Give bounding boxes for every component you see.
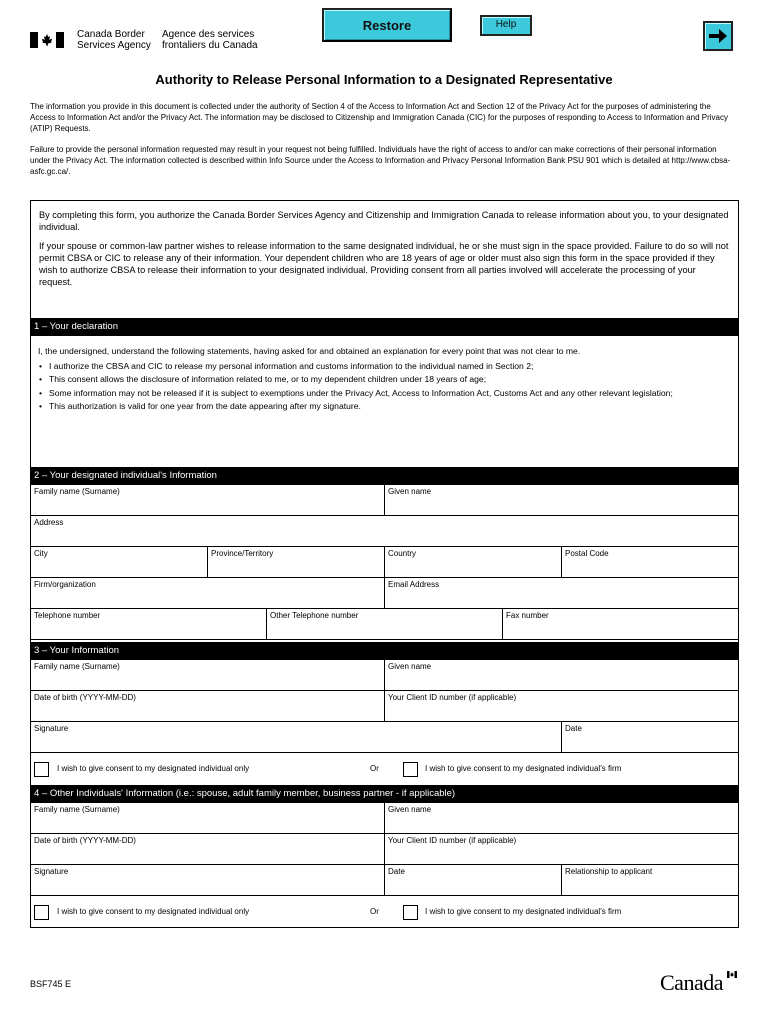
consent-paragraph-2: If your spouse or common-law partner wishes to release information to the same designated individual, he or she must sign in the space provided. Failure to do so will not permit CBSA or CIC to release any of their information. Your dependent children who are 18 years of age or older must also sign this form in the space provided if they wish to authorize CBSA to release their information to your designated individual. Providing consent from all parties involved will accelerate the processing of your request.	[39, 241, 729, 287]
s2-given-name-field[interactable]: Given name	[384, 485, 738, 516]
s2-fax-field[interactable]: Fax number	[502, 609, 738, 640]
list-item: • I authorize the CBSA and CIC to release my personal information and customs information to the individual named in Section 2;	[38, 361, 733, 373]
s2-country-field[interactable]: Country	[384, 547, 561, 578]
agency-fr-line1: Agence des services	[162, 29, 255, 40]
s3-dob-field[interactable]: Date of birth (YYYY-MM-DD)	[34, 693, 136, 702]
list-item: • This authorization is valid for one year from the date appearing after my signature.	[38, 401, 733, 413]
s4-client-id-field[interactable]: Your Client ID number (if applicable)	[384, 834, 738, 865]
s2-other-telephone-field[interactable]: Other Telephone number	[266, 609, 502, 640]
agency-en-line1: Canada Border	[77, 29, 145, 40]
s3-consent-individual-label: I wish to give consent to my designated individual only	[57, 764, 250, 773]
s2-row-city	[31, 547, 738, 578]
s3-row-dob	[31, 691, 738, 722]
s3-signature-field[interactable]: Signature	[34, 724, 69, 733]
s4-family-name-field[interactable]: Family name (Surname)	[34, 805, 120, 814]
s2-row-phone	[31, 609, 738, 640]
s2-row-name	[31, 485, 738, 516]
declaration-intro: I, the undersigned, understand the following statements, having asked for and obtained an explanation for every point that was not clear to me.	[38, 346, 581, 356]
canada-flag-icon	[30, 32, 64, 48]
list-item: • This consent allows the disclosure of information related to me, or to my dependent children under 18 years of age;	[38, 374, 733, 386]
s3-given-name-field[interactable]: Given name	[384, 660, 738, 691]
s4-row-name	[31, 803, 738, 834]
s4-consent-row	[31, 900, 738, 926]
s3-or-label: Or	[370, 764, 379, 773]
s3-consent-firm-checkbox[interactable]	[403, 762, 418, 777]
agency-fr-line2: frontaliers du Canada	[162, 40, 258, 51]
declaration	[38, 346, 733, 415]
s2-postal-code-field[interactable]: Postal Code	[561, 547, 738, 578]
arrow-right-icon	[708, 27, 728, 45]
s2-address-field[interactable]: Address	[34, 518, 64, 527]
s3-consent-row	[31, 757, 738, 783]
section2-heading: 2 – Your designated individual's Information	[31, 467, 738, 485]
s4-consent-individual-label: I wish to give consent to my designated individual only	[57, 907, 250, 916]
next-button[interactable]	[703, 21, 733, 51]
s4-consent-individual-checkbox[interactable]	[34, 905, 49, 920]
s4-consent-firm-label: I wish to give consent to my designated individual's firm	[425, 907, 622, 916]
agency-en-line2: Services Agency	[77, 40, 151, 51]
s4-or-label: Or	[370, 907, 379, 916]
intro-paragraph-1: The information you provide in this document is collected under the authority of Section 4 of the Access to Information Act and Section 12 of the Privacy Act for the purposes of administering the Access to Information Act and/or the Privacy Act. The information may be disclosed to Citizenship and Immigration Canada (CIC) for the purposes of responding to Access to Information and Privacy (ATIP) Requests.	[30, 102, 728, 133]
s2-row-firm	[31, 578, 738, 609]
s2-family-name-field[interactable]: Family name (Surname)	[34, 487, 120, 496]
s3-consent-firm-label: I wish to give consent to my designated individual's firm	[425, 764, 622, 773]
s4-signature-field[interactable]: Signature	[34, 867, 69, 876]
help-button[interactable]: Help	[480, 15, 532, 36]
s4-relationship-field[interactable]: Relationship to applicant	[561, 865, 738, 896]
declaration-list	[38, 361, 733, 413]
s4-given-name-field[interactable]: Given name	[384, 803, 738, 834]
form-box	[30, 200, 739, 928]
s4-dob-field[interactable]: Date of birth (YYYY-MM-DD)	[34, 836, 136, 845]
s2-firm-field[interactable]: Firm/organization	[34, 580, 96, 589]
page-title: Authority to Release Personal Information to a Designated Representative	[155, 72, 613, 87]
s4-date-field[interactable]: Date	[384, 865, 561, 896]
s4-row-signature	[31, 865, 738, 896]
s4-row-dob	[31, 834, 738, 865]
wordmark-flag-icon	[727, 971, 737, 978]
section3-heading: 3 – Your Information	[31, 642, 738, 660]
s2-row-address	[31, 516, 738, 547]
s2-telephone-field[interactable]: Telephone number	[34, 611, 101, 620]
s2-province-field[interactable]: Province/Territory	[207, 547, 384, 578]
consent-explanation	[39, 209, 731, 295]
canada-wordmark: Canada	[660, 970, 723, 995]
form-code: BSF745 E	[30, 979, 72, 989]
intro-paragraph-2: Failure to provide the personal information requested may result in your request not being fulfilled. Individuals have the right of access to and/or can make corrections of their personal information under the Privacy Act. The information collected is described within Info Source under the Access to Information and Privacy Personal Information Bank PSU 901 which is detailed at http://www.cbsa-asfc.gc.ca/.	[30, 145, 731, 176]
agency-name-fr	[162, 29, 258, 51]
s3-consent-individual-checkbox[interactable]	[34, 762, 49, 777]
s3-date-field[interactable]: Date	[561, 722, 738, 753]
s3-row-signature	[31, 722, 738, 753]
list-item: • Some information may not be released if it is subject to exemptions under the Privacy Act, Access to Information Act, Customs Act and any other relevant legislation;	[38, 388, 733, 400]
s4-consent-firm-checkbox[interactable]	[403, 905, 418, 920]
agency-name-en	[77, 29, 151, 51]
s3-client-id-field[interactable]: Your Client ID number (if applicable)	[384, 691, 738, 722]
restore-button[interactable]: Restore	[322, 8, 452, 42]
s3-family-name-field[interactable]: Family name (Surname)	[34, 662, 120, 671]
s3-row-name	[31, 660, 738, 691]
s2-email-field[interactable]: Email Address	[384, 578, 738, 609]
section4-heading: 4 – Other Individuals' Information (i.e.: spouse, adult family member, business partner - if applicable)	[31, 785, 738, 803]
consent-paragraph-1: By completing this form, you authorize the Canada Border Services Agency and Citizenship and Immigration Canada to release information about you, to your designated individual.	[39, 210, 729, 232]
section1-heading: 1 – Your declaration	[31, 318, 738, 336]
page-header	[0, 0, 768, 64]
s2-city-field[interactable]: City	[34, 549, 48, 558]
